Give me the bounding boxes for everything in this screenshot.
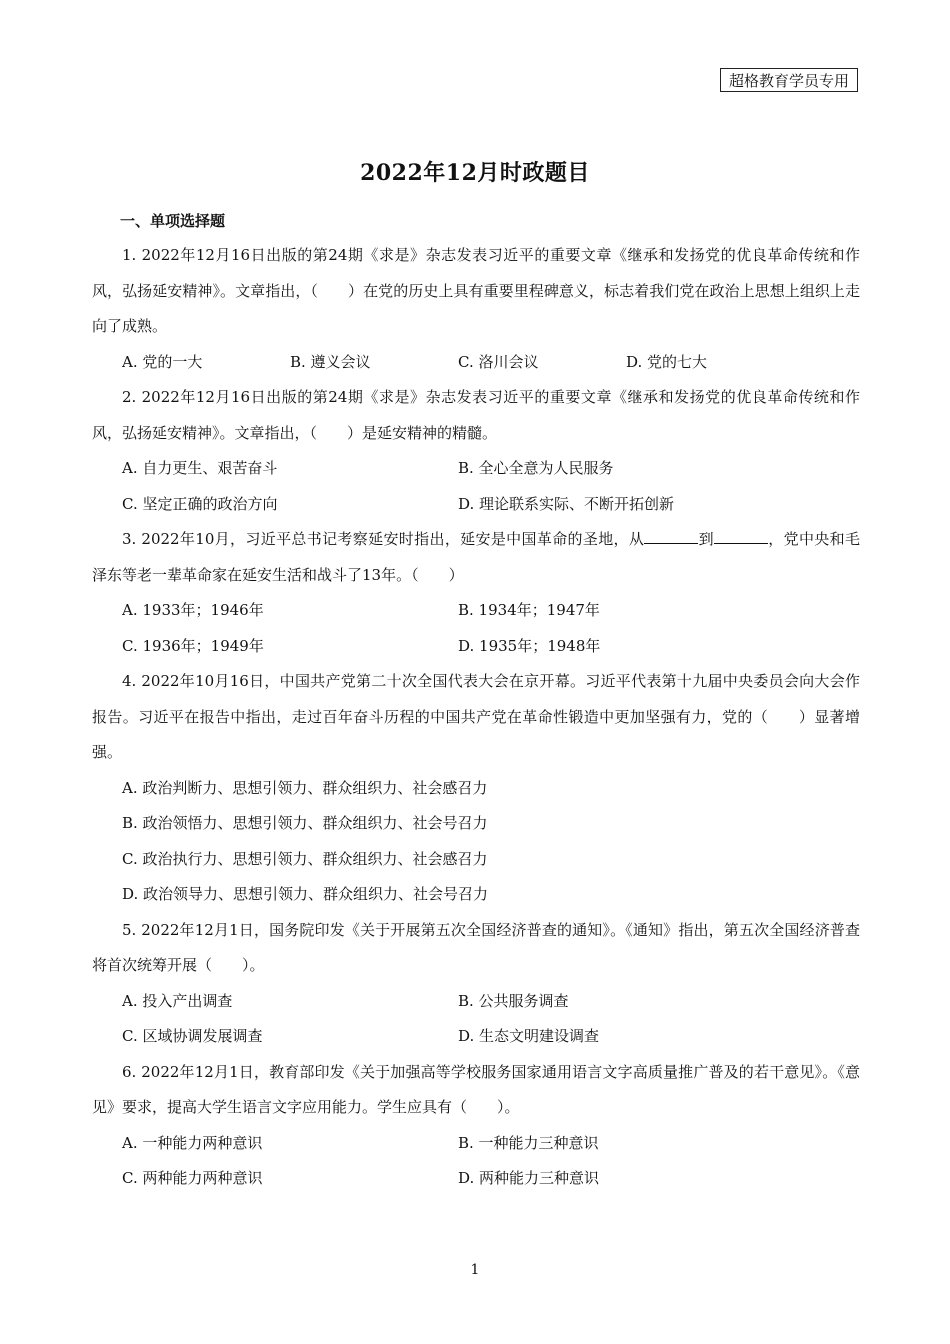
option-c: C. 政治执行力、思想引领力、群众组织力、社会感召力 <box>122 849 488 868</box>
question-6-options <box>92 1126 860 1197</box>
option-d: D. 党的七大 <box>626 352 708 371</box>
option-a: A. 党的一大 <box>122 352 203 371</box>
question-1-options <box>92 345 860 381</box>
option-c: C. 洛川会议 <box>458 352 539 371</box>
option-d: D. 两种能力三种意识 <box>458 1169 600 1187</box>
answer-blank <box>644 529 698 544</box>
option-d: D. 生态文明建设调查 <box>458 1027 600 1045</box>
question-3-text-a: 3. 2022年10月，习近平总书记考察延安时指出，延安是中国革命的圣地，从 <box>122 530 645 548</box>
option-c: C. 1936年；1949年 <box>122 636 264 655</box>
option-a: A. 投入产出调查 <box>122 991 233 1010</box>
page-number: 1 <box>470 1262 480 1278</box>
question-list <box>92 238 860 1197</box>
question-2-options <box>92 451 860 522</box>
question-5-options <box>92 984 860 1055</box>
usage-stamp: 超格教育学员专用 <box>720 68 858 92</box>
option-b: B. 全心全意为人民服务 <box>458 459 614 477</box>
option-a: A. 一种能力两种意识 <box>122 1133 263 1152</box>
option-a: A. 政治判断力、思想引领力、群众组织力、社会感召力 <box>122 778 488 797</box>
question-5: 5. 2022年12月1日，国务院印发《关于开展第五次全国经济普查的通知》。《通知》指出，第五次全国经济普查将首次统筹开展（ ）。 <box>92 920 860 974</box>
option-b: B. 1934年；1947年 <box>458 601 600 619</box>
option-b: B. 政治领悟力、思想引领力、群众组织力、社会号召力 <box>122 814 488 832</box>
option-a: A. 1933年；1946年 <box>122 601 264 619</box>
option-c: C. 区域协调发展调查 <box>122 1027 263 1045</box>
question-4: 4. 2022年10月16日，中国共产党第二十次全国代表大会在京开幕。习近平代表第十九届中央委员会向大会作报告。习近平在报告中指出，走过百年奋斗历程的中国共产党在革命性锻造中更加坚强有力，党的（ ）显著增强。 <box>92 672 860 761</box>
question-3-text-c: ，党中央和毛泽东等老一辈革命家在延安生活和战斗了13年。（ ） <box>92 530 860 584</box>
option-b: B. 公共服务调查 <box>458 991 569 1010</box>
question-3 <box>92 522 860 593</box>
question-3-text-b: 到 <box>698 530 714 548</box>
question-6: 6. 2022年12月1日，教育部印发《关于加强高等学校服务国家通用语言文字高质量推广普及的若干意见》。《意见》要求，提高大学生语言文字应用能力。学生应具有（ ）。 <box>92 1062 860 1116</box>
question-3-options <box>92 593 860 664</box>
option-d: D. 理论联系实际、不断开拓创新 <box>458 494 675 513</box>
option-a: A. 自力更生、艰苦奋斗 <box>122 459 278 477</box>
question-4-options <box>92 771 860 913</box>
option-c: C. 两种能力两种意识 <box>122 1169 263 1187</box>
option-d: D. 政治领导力、思想引领力、群众组织力、社会号召力 <box>122 885 489 903</box>
page-title: 2022年12月时政题目 <box>360 160 590 186</box>
section-heading: 一、单项选择题 <box>120 212 226 230</box>
option-b: B. 一种能力三种意识 <box>458 1133 599 1152</box>
question-1: 1. 2022年12月16日出版的第24期《求是》杂志发表习近平的重要文章《继承和发扬党的优良革命传统和作风，弘扬延安精神》。文章指出，（ ）在党的历史上具有重要里程碑意义，标志着我们党在政治上思想上组织上走向了成熟。 <box>92 246 860 335</box>
answer-blank <box>714 529 768 544</box>
option-b: B. 遵义会议 <box>290 352 371 371</box>
option-c: C. 坚定正确的政治方向 <box>122 494 278 513</box>
option-d: D. 1935年；1948年 <box>458 636 601 655</box>
question-2: 2. 2022年12月16日出版的第24期《求是》杂志发表习近平的重要文章《继承和发扬党的优良革命传统和作风，弘扬延安精神》。文章指出，（ ）是延安精神的精髓。 <box>92 388 860 442</box>
